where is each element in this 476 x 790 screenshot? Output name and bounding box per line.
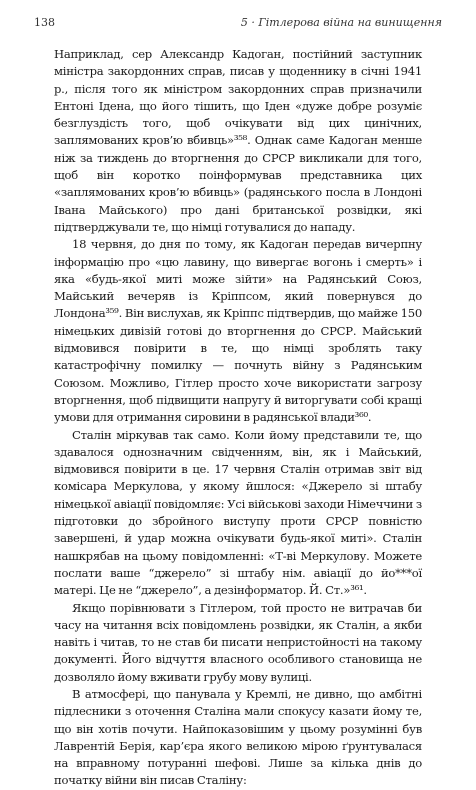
paragraph-2: 18 червня, до дня по тому, як Кадоган передав вичерпну інформацію про «цю лавину, що вивергає вогонь і смерть» і яка «будь-якої миті може зійти» на Радянський Союз, Майський вечеряв із Кріппсом, який повернувся до Лондона³⁵⁹. Він вислухав, як Кріппс підтвердив, що майже 150 німецьких дивізій готові до вторгнення до СРСР. Майський відмовився повірити в те, що німці зроблять таку катастрофічну помилку — почнуть війну з Радянським Союзом. Можливо, Гітлер просто хоче використати загрозу вторгнення, щоб підвищити напругу й виторгувати собі кращі умови для отримання сировини в радянської влади³⁶⁰. — [54, 237, 422, 425]
page-number: 138 — [34, 16, 55, 29]
paragraph-4: Якщо порівнювати з Гітлером, той просто не витрачав би часу на читання всіх повідомлень розвідки, як Сталін, а якби навіть і читав, то не став би писати непристойності на такому документі. Його відчуття власного особливого становища не дозволяло йому вживати грубу мову вулиці. — [54, 600, 422, 684]
body-text — [54, 46, 422, 790]
running-title: 5 · Гітлерова війна на винищення — [240, 16, 442, 29]
paragraph-1: Наприклад, сер Александр Кадоган, постійний заступник міністра закордонних справ, писав у щоденнику в січні 1941 р., після того як міністром закордонних справ призначили Ентоні Ідена, що його тішить, що Іден «дуже добре розуміє безглуздість того, щоб очікувати від цих цинічних, заплямованих кров’ю вбивць»³⁵⁸. Однак саме Кадоган менше ніж за тиждень до вторгнення до СРСР викликали для того, щоб він коротко поінформував представника цих «заплямованих кров’ю вбивць» (радянського посла в Лондоні Івана Майського) про дані британської розвідки, які підтверджували те, що німці готувалися до нападу. — [54, 47, 422, 234]
running-head — [34, 16, 442, 30]
paragraph-5: В атмосфері, що панувала у Кремлі, не дивно, що амбітні підлесники з оточення Сталіна мали спокусу казати йому те, що він хотів почути. Найпоказовішим у цьому розумінні був Лаврентій Берія, кар’єра якого великою мірою ґрунтувалася на вправному потуранні шефові. Лише за кілька днів до початку війни він писав Сталіну: — [54, 686, 422, 788]
paragraph-3: Сталін міркував так само. Коли йому представили те, що здавалося однозначним свідченням, він, як і Майський, відмовився повірити в це. 17 червня Сталін отримав звіт від комісара Меркулова, у якому йшлося: «Джерело зі штабу німецької авіації повідомляє: Усі військові заходи Німеччини з підготовки до збройного виступу проти СРСР повністю завершені, й удар можна очікувати будь-якої миті». Сталін нашкрябав на цьому повідомленні: «Т-ві Меркулову. Можете послати ваше “джерело” зі штабу нім. авіації до йо***ої матері. Це не “джерело”, а дезінформатор. Й. Ст.»³⁶¹. — [54, 427, 422, 598]
